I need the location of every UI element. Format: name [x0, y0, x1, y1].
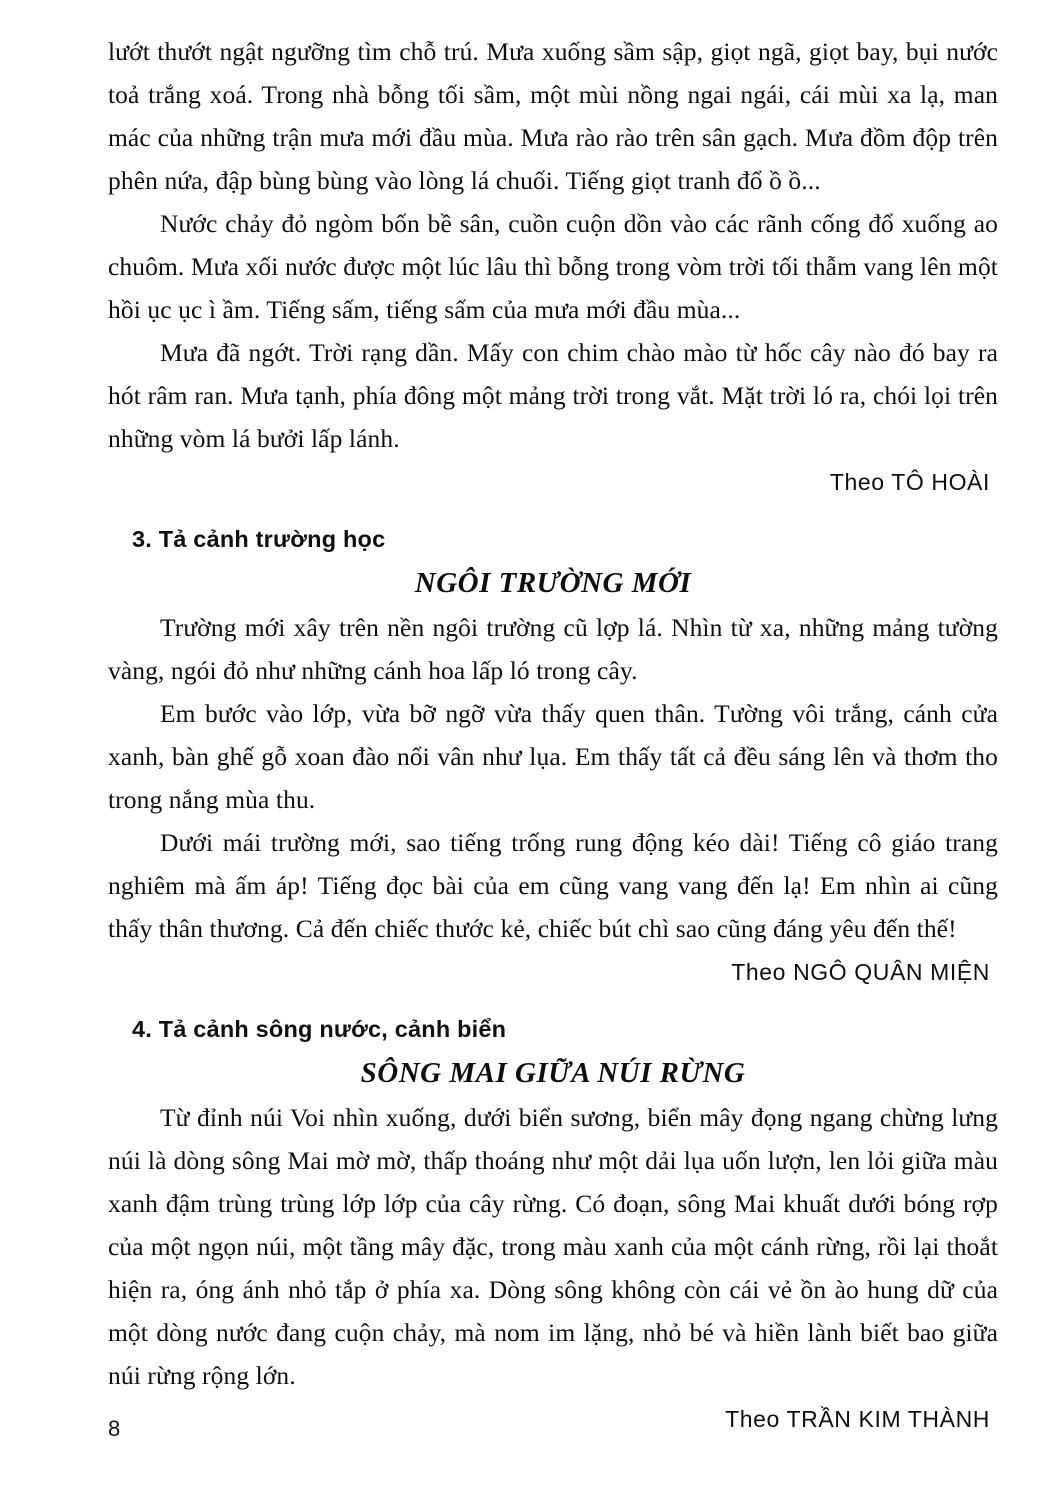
- paragraph: Dưới mái trường mới, sao tiếng trống rung động kéo dài! Tiếng cô giáo trang nghiêm mà ấm áp! Tiếng đọc bài của em cũng vang vang đến lạ! Em nhìn ai cũng thấy thân thương. Cả đến chiếc thước kẻ, chiếc bút chì sao cũng đáng yêu đến thế!: [108, 828, 998, 943]
- paragraph: Em bước vào lớp, vừa bỡ ngỡ vừa thấy quen thân. Tường vôi trắng, cánh cửa xanh, bàn ghế gỗ xoan đào nổi vân như lụa. Em thấy tất cả đều sáng lên và thơm tho trong nắng mùa thu.: [108, 699, 998, 814]
- section-heading: 4. Tả cảnh sông nước, cảnh biển: [132, 1016, 507, 1042]
- section-heading: 3. Tả cảnh trường học: [132, 526, 386, 552]
- paragraph: lướt thướt ngật ngưỡng tìm chỗ trú. Mưa xuống sầm sập, giọt ngã, giọt bay, bụi nước toả trắng xoá. Trong nhà bỗng tối sầm, một mùi nồng ngai ngái, cái mùi xa lạ, man mác của những trận mưa mới đầu mùa. Mưa rào rào trên sân gạch. Mưa đồm độp trên phên nứa, đập bùng bùng vào lòng lá chuối. Tiếng giọt tranh đổ ồ ồ...: [108, 37, 998, 195]
- attribution: Theo TÔ HOÀI: [829, 469, 990, 495]
- paragraph: Nước chảy đỏ ngòm bốn bề sân, cuồn cuộn dồn vào các rãnh cống đổ xuống ao chuôm. Mưa xối nước được một lúc lâu thì bỗng trong vòm trời tối thẫm vang lên một hồi ục ục ì ầm. Tiếng sấm, tiếng sấm của mưa mới đầu mùa...: [108, 209, 998, 324]
- piece-title: SÔNG MAI GIỮA NÚI RỪNG: [360, 1057, 746, 1089]
- attribution: Theo TRẦN KIM THÀNH: [725, 1406, 990, 1432]
- piece-title: NGÔI TRƯỜNG MỚI: [414, 567, 692, 599]
- paragraph: Trường mới xây trên nền ngôi trường cũ lợp lá. Nhìn từ xa, những mảng tường vàng, ngói đỏ như những cánh hoa lấp ló trong cây.: [108, 613, 998, 685]
- paragraph: Từ đỉnh núi Voi nhìn xuống, dưới biển sương, biển mây đọng ngang chừng lưng núi là dòng sông Mai mờ mờ, thấp thoáng như một dải lụa uốn lượn, len lỏi giữa màu xanh đậm trùng trùng lớp lớp của cây rừng. Có đoạn, sông Mai khuất dưới bóng rợp của một ngọn núi, một tầng mây đặc, trong màu xanh của một cánh rừng, rồi lại thoắt hiện ra, óng ánh nhỏ tắp ở phía xa. Dòng sông không còn cái vẻ ồn ào hung dữ của một dòng nước đang cuộn chảy, mà nom im lặng, nhỏ bé và hiền lành biết bao giữa núi rừng rộng lớn.: [108, 1103, 998, 1390]
- page-number: 8: [108, 1416, 121, 1441]
- paragraph: Mưa đã ngớt. Trời rạng dần. Mấy con chim chào mào từ hốc cây nào đó bay ra hót râm ran. Mưa tạnh, phía đông một mảng trời trong vắt. Mặt trời ló ra, chói lọi trên những vòm lá bưởi lấp lánh.: [108, 338, 998, 453]
- attribution: Theo NGÔ QUÂN MIỆN: [731, 959, 990, 985]
